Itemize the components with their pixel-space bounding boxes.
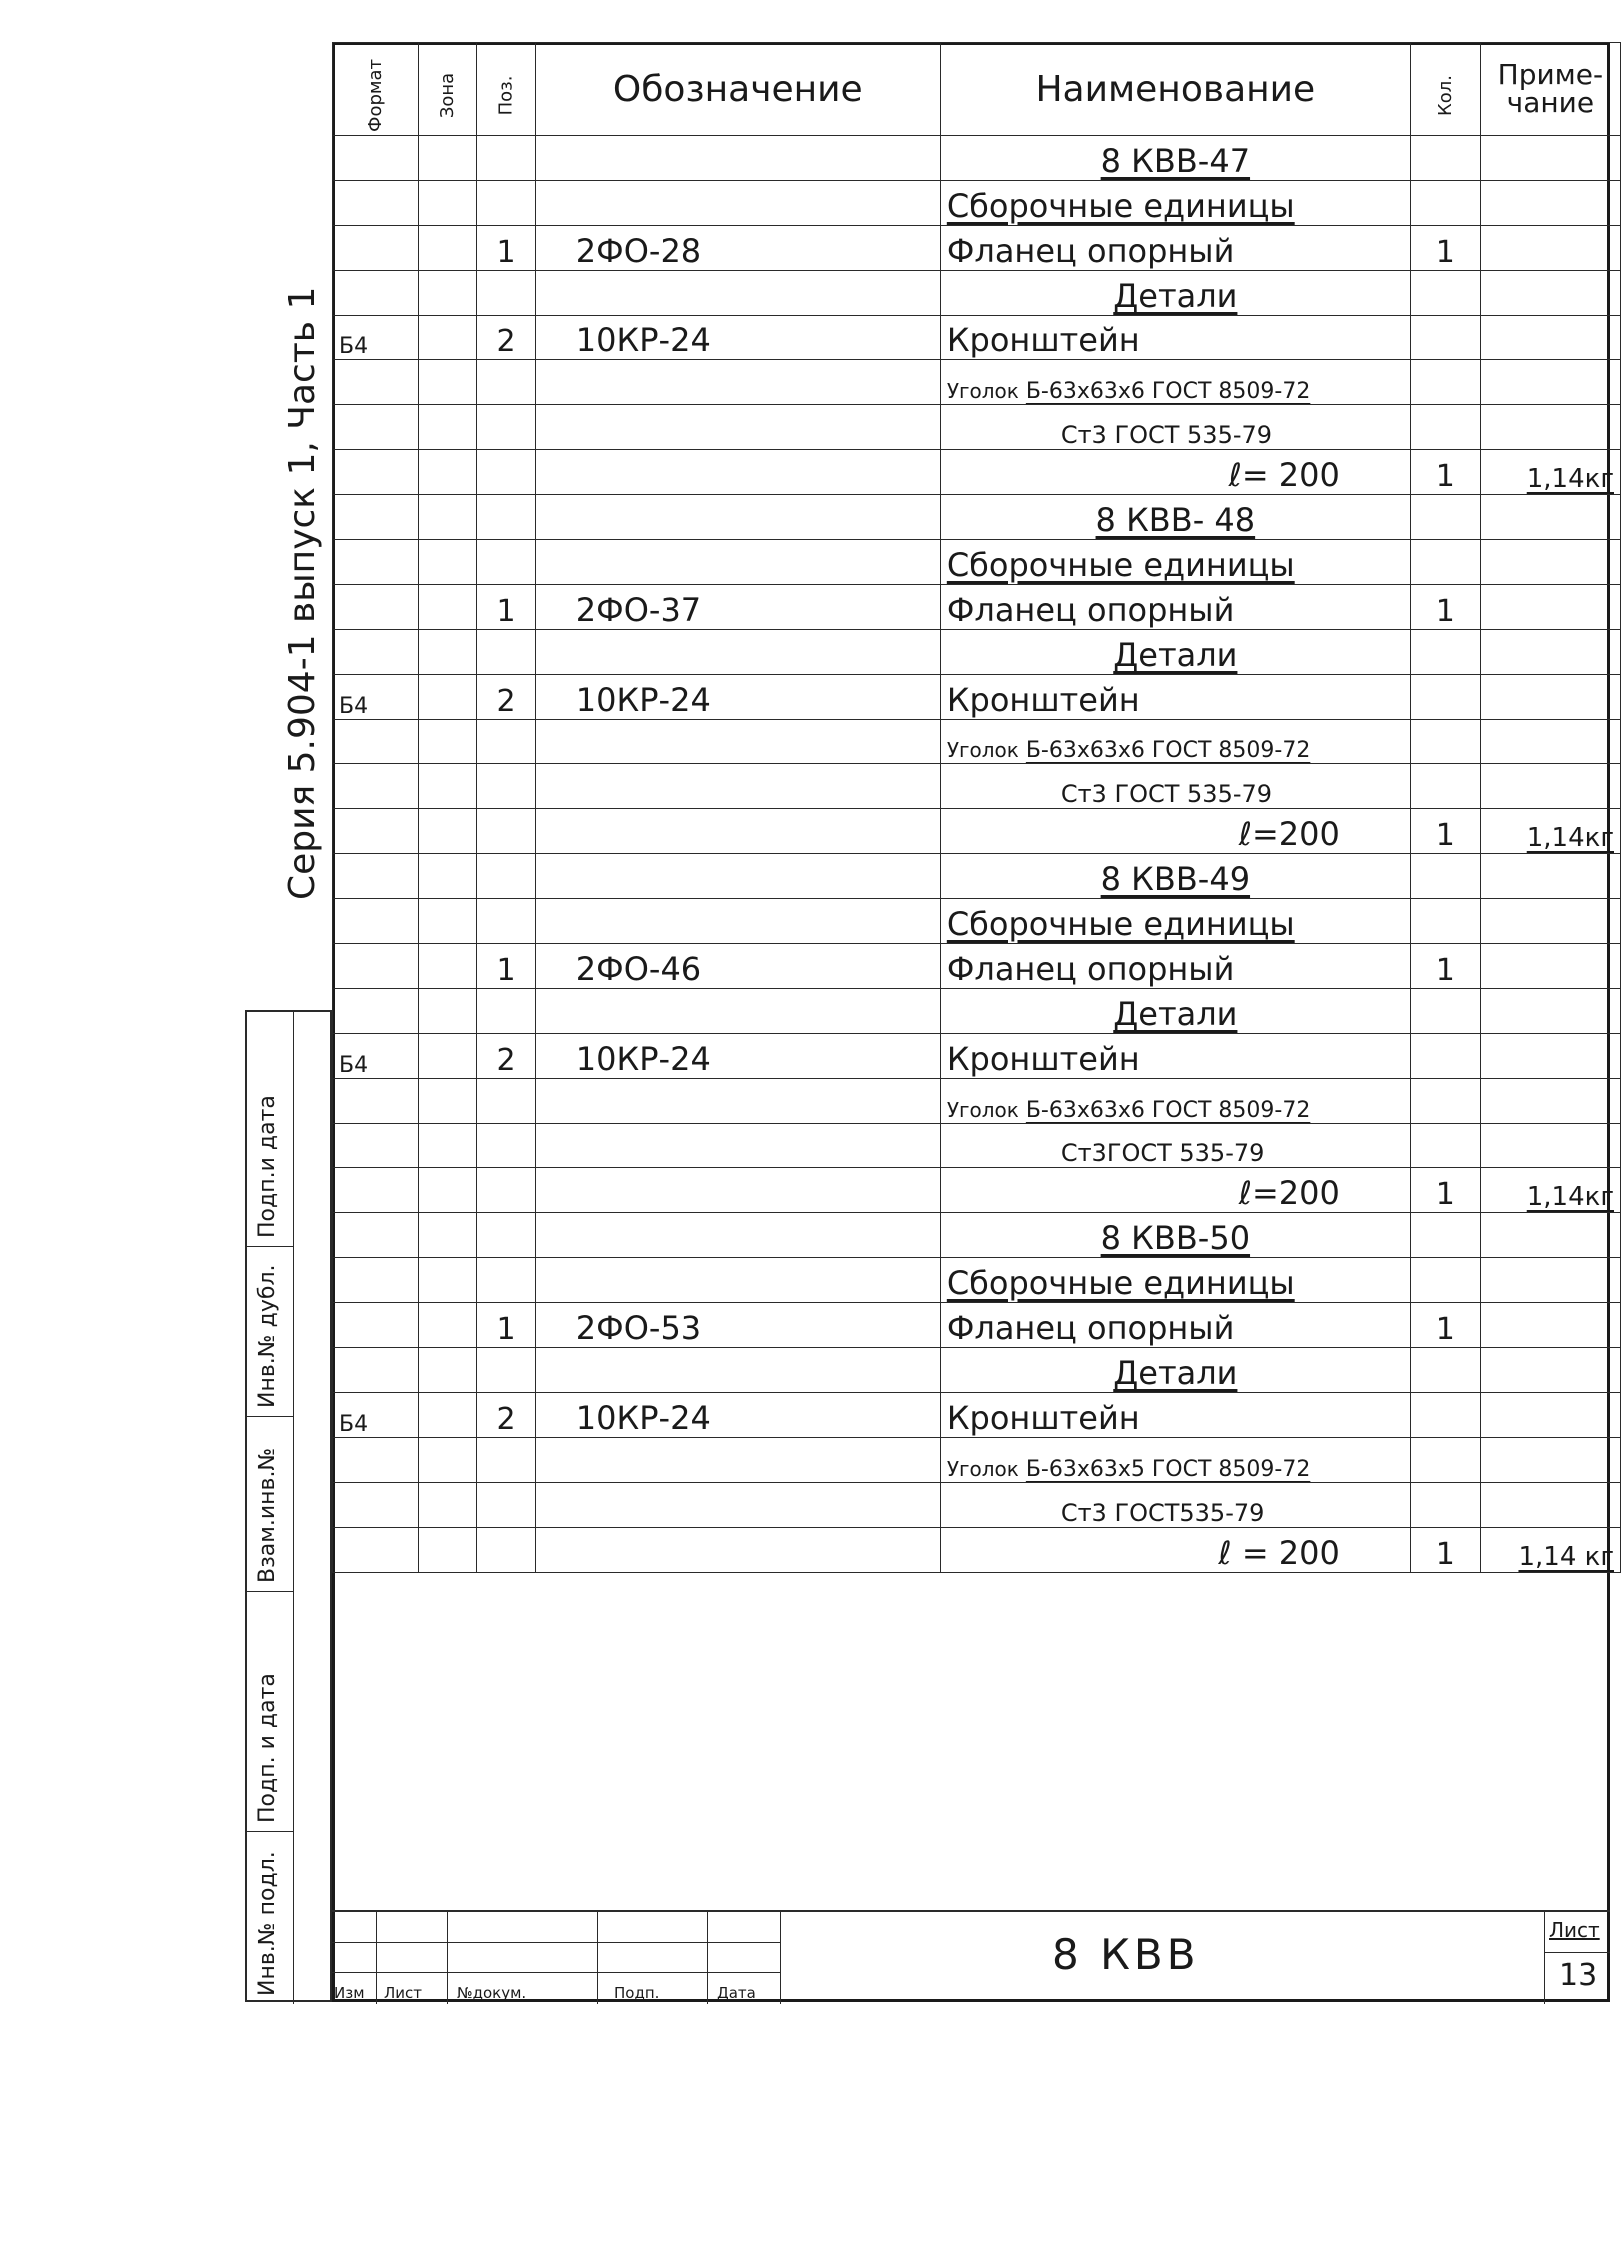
stamp-list-label: Лист [384, 1984, 423, 2002]
table-row [333, 1213, 1621, 1258]
group-title: 8 КВВ-47 [940, 136, 1410, 181]
table-row [333, 674, 1621, 719]
position-number: 1 [477, 944, 535, 989]
table-header-row [333, 43, 1621, 136]
col-header-note: Приме- чание [1480, 43, 1620, 136]
table-row [333, 1303, 1621, 1348]
format-code: Б4 [333, 1392, 419, 1437]
side-cell-podp-data-1: Подп.и дата [247, 1012, 294, 1247]
col-header-zone: Зона [419, 43, 477, 136]
position-number: 2 [477, 674, 535, 719]
mass-note: 1,14 кг [1480, 1527, 1620, 1572]
item-name: Фланец опорный [940, 584, 1410, 629]
table-row [333, 1258, 1621, 1303]
quantity: 1 [1410, 225, 1480, 270]
quantity: 1 [1410, 944, 1480, 989]
designation: 10КР-24 [535, 674, 940, 719]
table-row [333, 944, 1621, 989]
position-number: 1 [477, 225, 535, 270]
table-row [333, 405, 1621, 450]
series-title-text: Серия 5.904-1 выпуск 1, Часть 1 [282, 286, 323, 900]
position-number: 1 [477, 1303, 535, 1348]
table-row [333, 225, 1621, 270]
title-block [332, 1910, 1610, 2004]
stamp-izm-label: Изм [334, 1984, 365, 2002]
col-header-qty: Кол. [1410, 43, 1480, 136]
stamp-ndok-label: №докум. [457, 1984, 527, 2002]
designation: 10КР-24 [535, 1392, 940, 1437]
section-header-details: Детали [940, 629, 1410, 674]
col-header-format: Формат [333, 43, 419, 136]
section-header-assembly: Сборочные единицы [940, 899, 1410, 944]
table-row [333, 180, 1621, 225]
stamp-podp-label: Подп. [614, 1984, 660, 2002]
section-header-details: Детали [940, 270, 1410, 315]
table-row [333, 270, 1621, 315]
material-grade: Ст3 ГОСТ 535-79 [940, 764, 1410, 809]
side-cell-inv-dubl: Инв.№ дубл. [247, 1247, 294, 1417]
group-title: 8 КВВ-49 [940, 854, 1410, 899]
table-row [333, 1123, 1621, 1168]
side-cell-podp-data-2: Подп. и дата [247, 1592, 294, 1832]
quantity: 1 [1410, 1527, 1480, 1572]
document-code: 8 КВВ [1052, 1930, 1200, 1979]
format-code: Б4 [333, 315, 419, 360]
mass-note: 1,14кг [1480, 450, 1620, 495]
table-row [333, 629, 1621, 674]
table-row [333, 1527, 1621, 1572]
table-row [333, 584, 1621, 629]
material-spec: Уголок Б-63х63х6 ГОСТ 8509-72 [940, 719, 1410, 764]
quantity: 1 [1410, 450, 1480, 495]
table-row [333, 719, 1621, 764]
material-spec: Уголок Б-63х63х5 ГОСТ 8509-72 [940, 1437, 1410, 1482]
table-row [333, 764, 1621, 809]
stamp-data-label: Дата [717, 1984, 756, 2002]
material-grade: Ст3ГОСТ 535-79 [940, 1123, 1410, 1168]
table-row [333, 1348, 1621, 1393]
table-row [333, 315, 1621, 360]
sheet-box [1544, 1912, 1610, 2004]
col-header-pos: Поз. [477, 43, 535, 136]
item-length: ℓ = 200 [940, 1527, 1410, 1572]
revision-grid [332, 1912, 780, 2004]
section-header-assembly: Сборочные единицы [940, 180, 1410, 225]
side-cell-inv-podl: Инв.№ подл. [247, 1832, 294, 2004]
material-grade: Ст3 ГОСТ 535-79 [940, 405, 1410, 450]
table-row [333, 988, 1621, 1033]
side-stamp [245, 1010, 332, 2002]
table-row [333, 540, 1621, 585]
material-grade: Ст3 ГОСТ535-79 [940, 1482, 1410, 1527]
designation: 2ФО-37 [535, 584, 940, 629]
item-length: ℓ= 200 [940, 450, 1410, 495]
table-row [333, 899, 1621, 944]
position-number: 2 [477, 1392, 535, 1437]
series-title [282, 286, 323, 901]
item-length: ℓ=200 [940, 809, 1410, 854]
mass-note: 1,14кг [1480, 1168, 1620, 1213]
format-code: Б4 [333, 674, 419, 719]
section-header-details: Детали [940, 988, 1410, 1033]
table-row [333, 1392, 1621, 1437]
specification-table [332, 42, 1621, 1573]
position-number: 2 [477, 1033, 535, 1078]
section-header-assembly: Сборочные единицы [940, 540, 1410, 585]
designation: 10КР-24 [535, 315, 940, 360]
table-row [333, 809, 1621, 854]
col-header-name: Наименование [940, 43, 1410, 136]
group-title: 8 КВВ- 48 [940, 495, 1410, 540]
table-row [333, 450, 1621, 495]
designation: 2ФО-46 [535, 944, 940, 989]
col-header-designation: Обозначение [535, 43, 940, 136]
quantity: 1 [1410, 809, 1480, 854]
designation: 2ФО-28 [535, 225, 940, 270]
position-number: 2 [477, 315, 535, 360]
table-row [333, 360, 1621, 405]
quantity: 1 [1410, 584, 1480, 629]
section-header-details: Детали [940, 1348, 1410, 1393]
position-number: 1 [477, 584, 535, 629]
table-row [333, 854, 1621, 899]
format-code: Б4 [333, 1033, 419, 1078]
item-name: Фланец опорный [940, 1303, 1410, 1348]
table-row [333, 1437, 1621, 1482]
item-name: Фланец опорный [940, 225, 1410, 270]
material-spec: Уголок Б-63х63х6 ГОСТ 8509-72 [940, 360, 1410, 405]
item-name: Кронштейн [940, 315, 1410, 360]
material-spec: Уголок Б-63х63х6 ГОСТ 8509-72 [940, 1078, 1410, 1123]
table-row [333, 495, 1621, 540]
group-title: 8 КВВ-50 [940, 1213, 1410, 1258]
section-header-assembly: Сборочные единицы [940, 1258, 1410, 1303]
table-row [333, 136, 1621, 181]
table-row [333, 1482, 1621, 1527]
quantity: 1 [1410, 1303, 1480, 1348]
mass-note: 1,14кг [1480, 809, 1620, 854]
table-row [333, 1168, 1621, 1213]
item-name: Кронштейн [940, 1033, 1410, 1078]
quantity: 1 [1410, 1168, 1480, 1213]
item-name: Кронштейн [940, 1392, 1410, 1437]
side-cell-vzam-inv: Взам.инв.№ [247, 1417, 294, 1592]
sheet-number: 13 [1559, 1958, 1598, 1993]
sheet-label: Лист [1549, 1918, 1600, 1942]
item-name: Кронштейн [940, 674, 1410, 719]
designation: 10КР-24 [535, 1033, 940, 1078]
item-name: Фланец опорный [940, 944, 1410, 989]
table-row [333, 1078, 1621, 1123]
designation: 2ФО-53 [535, 1303, 940, 1348]
table-row [333, 1033, 1621, 1078]
item-length: ℓ=200 [940, 1168, 1410, 1213]
